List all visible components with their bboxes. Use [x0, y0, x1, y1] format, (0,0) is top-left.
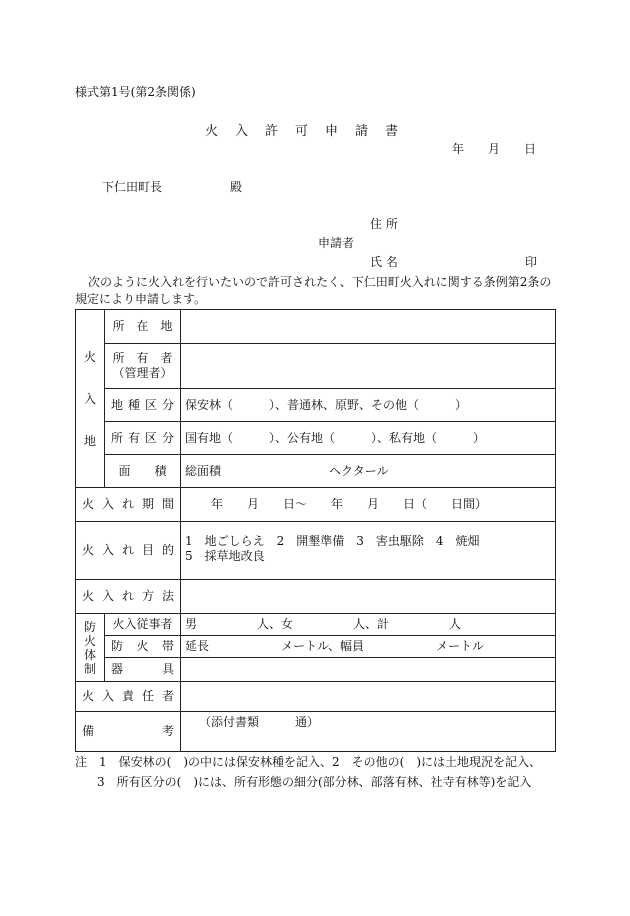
- table-row: [76, 522, 556, 580]
- land-category-field[interactable]: 保安林（ ）、普通林、原野、その他（ ）: [181, 389, 556, 422]
- fire-system-char-1: 防: [83, 619, 96, 634]
- land-category-label: 地種区分: [105, 389, 181, 422]
- ownership-category-label: 所有区分: [105, 422, 181, 455]
- seal-mark: 印: [525, 255, 538, 269]
- table-row: [76, 344, 556, 389]
- honorific: 殿: [230, 180, 243, 194]
- site-section-label: [76, 310, 105, 488]
- form-id: 様式第1号(第2条関係): [75, 85, 196, 99]
- purpose-options-line-1: 1 地ごしらえ 2 開墾準備 3 害虫駆除 4 焼畑: [185, 534, 480, 548]
- owner-label-main: 所 有 者: [112, 351, 173, 365]
- period-label: 火入れ期間: [76, 488, 181, 522]
- body-text-line-2: 規定により申請します。: [75, 292, 207, 306]
- table-row: [76, 580, 556, 614]
- table-row: [76, 658, 556, 682]
- table-row: [76, 712, 556, 752]
- responsible-person-field[interactable]: [181, 682, 556, 712]
- location-label: 所 在 地: [105, 310, 181, 344]
- note-line-2: 3 所有区分の( )には、所有形態の細分(部分林、部落有林、社寺有林等)を記入: [97, 775, 532, 789]
- workers-field[interactable]: 男 人、女 人、計 人: [181, 614, 556, 636]
- purpose-label: 火入れ目的: [76, 522, 181, 580]
- firebreak-label: 防火帯: [105, 636, 181, 658]
- fire-system-char-4: 制: [83, 661, 96, 676]
- table-row: [76, 636, 556, 658]
- fire-system-char-3: 体: [83, 647, 96, 662]
- date-line: 年 月 日: [452, 142, 537, 156]
- responsible-person-label: 火入責任者: [76, 682, 181, 712]
- owner-label-sub: （管理者）: [112, 366, 173, 380]
- note-line-1: 注 1 保安林の( )の中には保安林種を記入、2 その他の( )には土地現況を記入、: [75, 755, 541, 769]
- firebreak-field[interactable]: 延長 メートル、幅員 メートル: [181, 636, 556, 658]
- table-row: [76, 682, 556, 712]
- table-row: [76, 488, 556, 522]
- equipment-label: 器 具: [105, 658, 181, 682]
- applicant-label: 申請者: [318, 236, 355, 250]
- page-title: 火 入 許 可 申 請 書: [205, 124, 401, 139]
- method-label: 火入れ方法: [76, 580, 181, 614]
- application-table: [75, 309, 556, 752]
- address-label: 住 所: [370, 217, 398, 231]
- method-field[interactable]: [181, 580, 556, 614]
- location-field[interactable]: [181, 310, 556, 344]
- site-char-2: 入: [83, 391, 96, 406]
- table-row: [76, 389, 556, 422]
- table-row: [76, 455, 556, 488]
- remarks-label: 備 考: [76, 712, 181, 752]
- purpose-options-line-2: 5 採草地改良: [185, 549, 265, 563]
- table-row: [76, 310, 556, 344]
- equipment-field[interactable]: [181, 658, 556, 682]
- body-text-line-1: 次のように火入れを行いたいので許可されたく、下仁田町火入れに関する条例第2条の: [88, 275, 552, 289]
- addressee: 下仁田町長: [102, 180, 163, 194]
- workers-label: 火入従事者: [105, 614, 181, 636]
- fire-system-group-label: [76, 614, 105, 682]
- owner-field[interactable]: [181, 344, 556, 389]
- area-field[interactable]: 総面積 ヘクタール: [181, 455, 556, 488]
- table-row: [76, 614, 556, 636]
- site-char-3: 地: [83, 433, 96, 448]
- name-label: 氏 名: [370, 255, 398, 269]
- table-row: [76, 422, 556, 455]
- owner-label: [105, 344, 181, 389]
- period-field[interactable]: 年 月 日〜 年 月 日（ 日間）: [181, 488, 556, 522]
- ownership-category-field[interactable]: 国有地（ ）、公有地（ ）、私有地（ ）: [181, 422, 556, 455]
- purpose-field[interactable]: [181, 522, 556, 580]
- remarks-field[interactable]: （添付書類 通）: [181, 712, 556, 752]
- area-label: 面 積: [105, 455, 181, 488]
- fire-system-char-2: 火: [83, 633, 96, 648]
- site-char-1: 火: [83, 349, 96, 364]
